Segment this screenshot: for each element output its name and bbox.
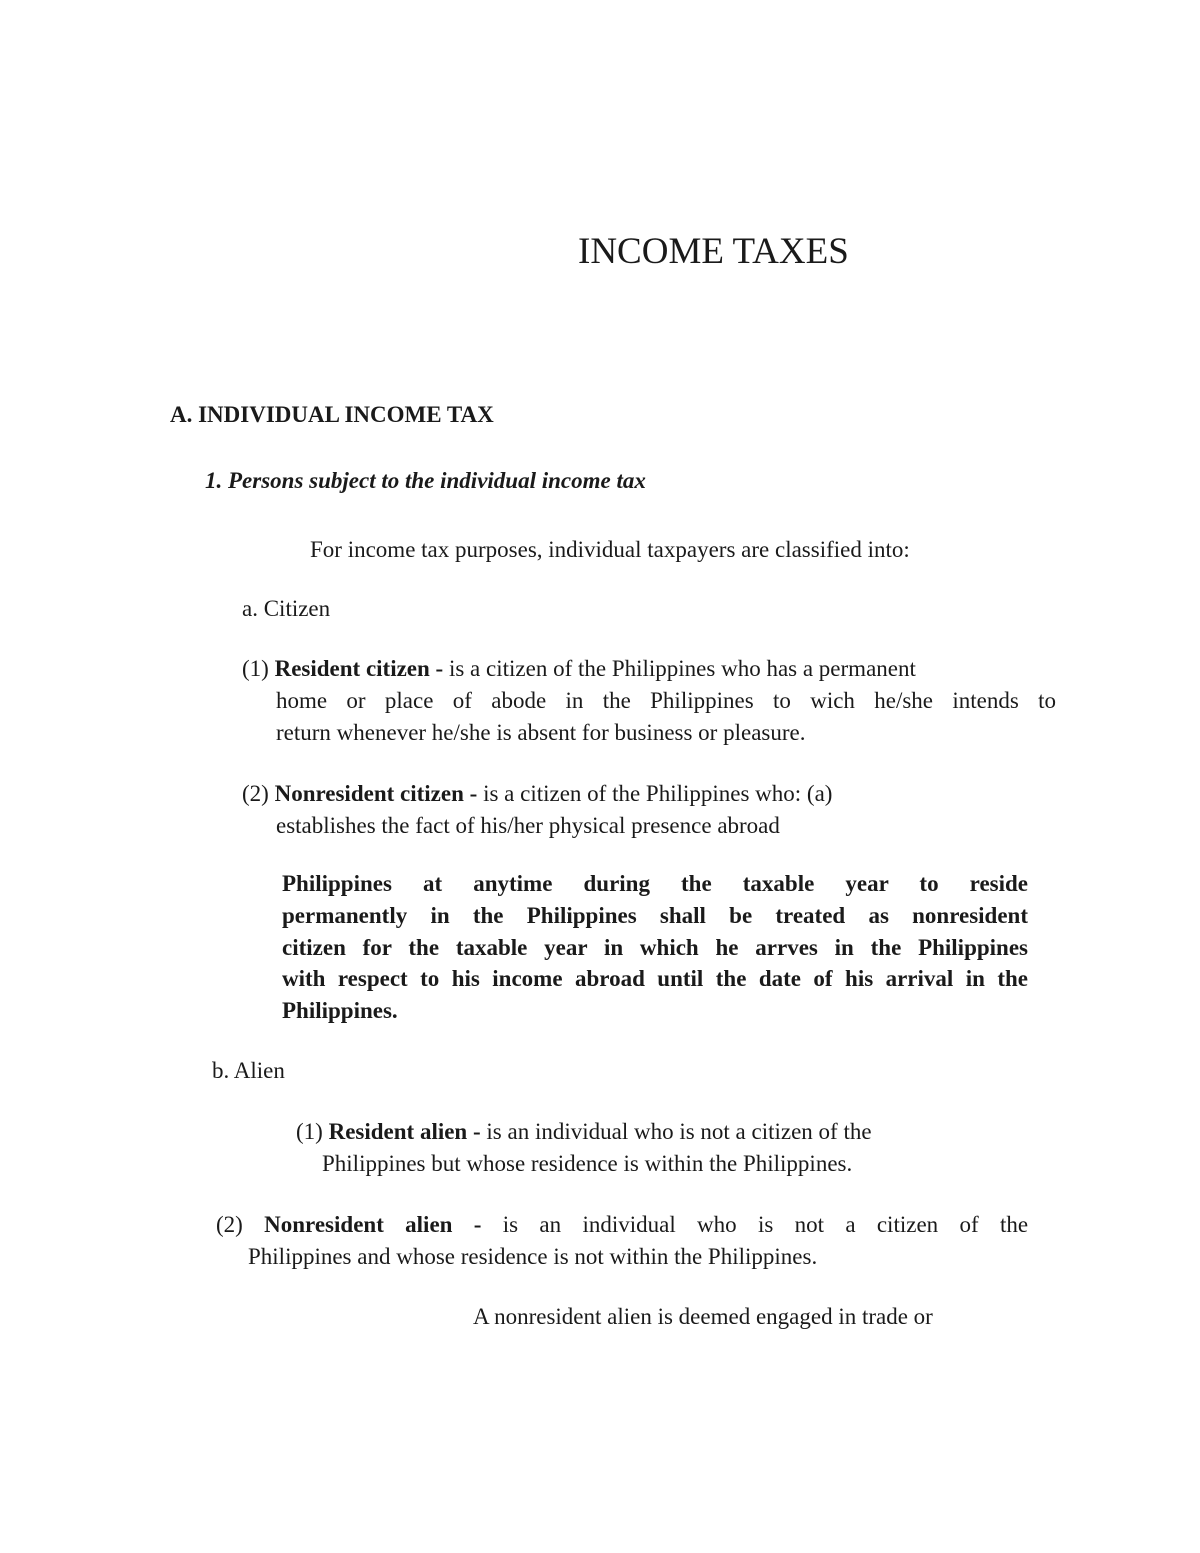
- intro-paragraph: For income tax purposes, individual taxpayers are classified into:: [310, 537, 910, 562]
- resident-citizen-line-3: return whenever he/she is absent for business or pleasure.: [276, 720, 806, 745]
- nonresident-citizen-line-2: establishes the fact of his/her physical presence abroad: [276, 813, 780, 838]
- section-heading-a: A. INDIVIDUAL INCOME TAX: [170, 402, 494, 427]
- definition-text: is a citizen of the Philippines who has a permanent: [448, 656, 916, 681]
- term-dash: -: [469, 781, 478, 806]
- continuation-line-5: Philippines.: [282, 998, 398, 1023]
- alien-heading: b. Alien: [212, 1058, 285, 1083]
- resident-citizen-line-2: home or place of abode in the Philippines to wich he/she intends to: [276, 688, 1056, 713]
- definition-text: is a citizen of the Philippines who: (a): [483, 781, 833, 806]
- item-number: (2): [242, 781, 269, 806]
- citizen-heading: a. Citizen: [242, 596, 331, 621]
- item-number: (1): [242, 656, 269, 681]
- resident-citizen-term: Resident citizen: [274, 656, 430, 681]
- resident-citizen-line-1: [242, 653, 916, 685]
- resident-alien-line-1: [296, 1116, 872, 1148]
- continuation-line-3: citizen for the taxable year in which he arrves in the Philippines: [282, 935, 1028, 960]
- item-number: (2): [216, 1212, 243, 1237]
- nonresident-citizen-line-1: [242, 778, 832, 810]
- continuation-line-1: Philippines at anytime during the taxable year to reside: [282, 871, 1028, 896]
- resident-alien-line-2: Philippines but whose residence is within the Philippines.: [322, 1151, 853, 1176]
- term-dash: -: [473, 1212, 482, 1237]
- continuation-line-2: permanently in the Philippines shall be treated as nonresident: [282, 903, 1028, 928]
- definition-text: is an individual who is not a citizen of the: [486, 1119, 872, 1144]
- page-title: INCOME TAXES: [578, 231, 849, 272]
- nonresident-alien-line-2: Philippines and whose residence is not within the Philippines.: [248, 1244, 818, 1269]
- nonresident-alien-line-1: [216, 1209, 1028, 1241]
- term-dash: -: [435, 656, 444, 681]
- item-number: (1): [296, 1119, 323, 1144]
- term-dash: -: [472, 1119, 481, 1144]
- definition-text: is an individual who is not a citizen of the: [502, 1212, 1029, 1237]
- continuation-line-4: with respect to his income abroad until the date of his arrival in the: [282, 966, 1028, 991]
- nonresident-citizen-term: Nonresident citizen: [274, 781, 464, 806]
- nonresident-alien-term: Nonresident alien: [264, 1212, 453, 1237]
- resident-alien-term: Resident alien: [328, 1119, 468, 1144]
- trailing-paragraph: A nonresident alien is deemed engaged in trade or: [473, 1304, 933, 1329]
- subsection-heading-1: 1. Persons subject to the individual income tax: [205, 468, 646, 493]
